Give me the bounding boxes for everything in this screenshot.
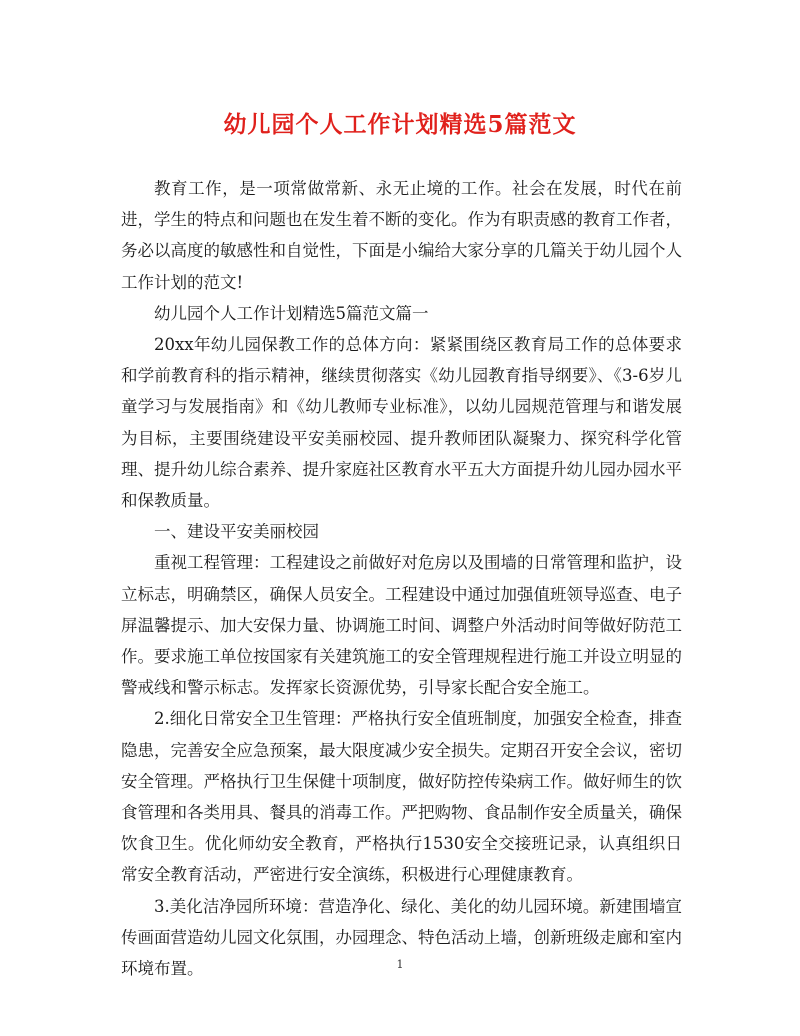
overview-paragraph: 20xx年幼儿园保教工作的总体方向：紧紧围绕区教育局工作的总体要求和学前教育科的指示精神，继续贯彻落实《幼儿园教育指导纲要》、《3-6岁儿童学习与发展指南》和《幼儿教师专业标准》，以幼儿园规范管理与和谐发展为目标，主要围绕建设平安美丽校园、提升教师团队凝聚力、探究科学化管理、提升幼儿综合素养、提升家庭社区教育水平五大方面提升幼儿园办园水平和保教质量。 xyxy=(121,335,682,511)
page-number: 1 xyxy=(396,958,404,971)
engineering-paragraph: 重视工程管理：工程建设之前做好对危房以及围墙的日常管理和监护，设立标志，明确禁区，确保人员安全。工程建设中通过加强值班领导巡查、电子屏温馨提示、加大安保力量、协调施工时间、调整户外活动时间等做好防范工作。要求施工单位按国家有关建筑施工的安全管理规程进行施工并设立明显的警戒线和警示标志。发挥家长资源优势，引导家长配合安全施工。 xyxy=(121,553,682,698)
environment-paragraph: 3.美化洁净园所环境：营造净化、绿化、美化的幼儿园环境。新建围墙宣传画面营造幼儿园文化氛围，办园理念、特色活动上墙，创新班级走廊和室内环境布置。 xyxy=(121,896,682,979)
safety-paragraph: 2.细化日常安全卫生管理：严格执行安全值班制度，加强安全检查，排查隐患，完善安全应急预案，最大限度减少安全损失。定期召开安全会议，密切安全管理。严格执行卫生保健十项制度，做好防控传染病工作。做好师生的饮食管理和各类用具、餐具的消毒工作。严把购物、食品制作安全质量关，确保饮食卫生。优化师幼安全教育，严格执行1530安全交接班记录，认真组织日常安全教育活动，严密进行安全演练，积极进行心理健康教育。 xyxy=(121,709,682,885)
intro-paragraph: 教育工作，是一项常做常新、永无止境的工作。社会在发展，时代在前进，学生的特点和问题也在发生着不断的变化。作为有职责感的教育工作者，务必以高度的敏感性和自觉性，下面是小编给大家分享的几篇关于幼儿园个人工作计划的范文! xyxy=(121,179,682,292)
section-heading: 一、建设平安美丽校园 xyxy=(154,522,319,542)
article-heading: 幼儿园个人工作计划精选5篇范文篇一 xyxy=(154,303,429,323)
document-title: 幼儿园个人工作计划精选5篇范文 xyxy=(223,111,577,138)
document-body xyxy=(121,173,682,984)
